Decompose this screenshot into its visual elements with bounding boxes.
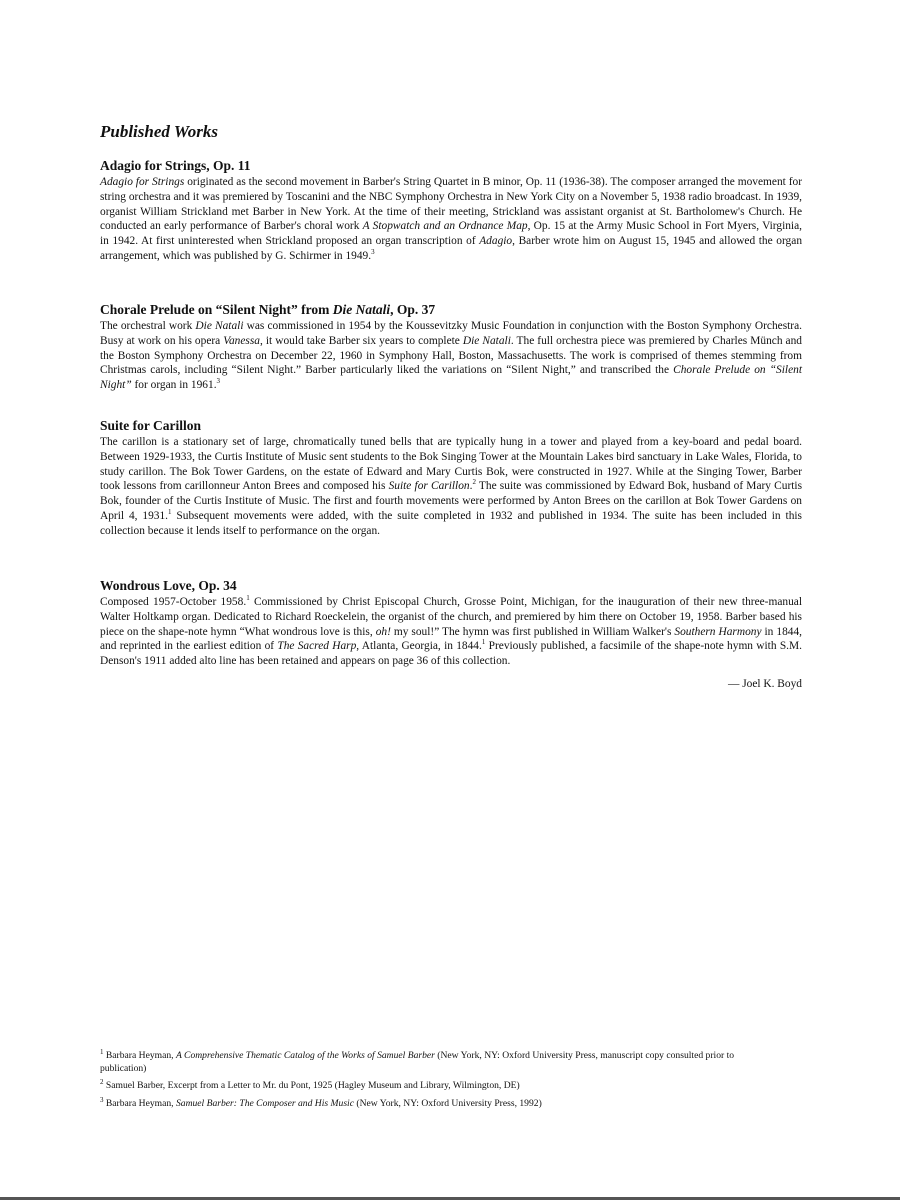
text-run: . The full orchestra piece was premiered by Charles Münch and the Boston Symphony Orchestra on December 22, 1960 in Symphony Hall, Boston, Massachusetts. The work is comprised of themes stemming from Christmas carols, including “Silent Night.” Barber particularly liked the variations on “Silent Night,” and transcribed the [100,334,802,377]
text-run: Barbara Heyman, [103,1097,176,1109]
text-run: in 1844, and reprinted in the earliest edition of [100,625,802,653]
footnote-marker: 3 [371,248,375,257]
text-run: , Atlanta, Georgia, in 1844. [356,640,482,653]
text-run: Composed 1957-October 1958. [100,596,247,608]
section-chorale-prelude [100,302,802,393]
section-title: Adagio for Strings, Op. 11 [100,158,251,173]
italic-text: Die Natali [462,334,511,347]
section-suite-for-carillon [100,418,802,539]
section-title: Suite for Carillon [100,418,201,433]
footnote-marker: 2 [472,478,476,487]
footnote-2 [100,1077,740,1093]
footnote-marker: 1 [100,1047,104,1056]
italic-text: A Comprehensive Thematic Catalog of the Works of Samuel Barber [175,1050,435,1061]
italic-text: Chorale Prelude on “Silent Night” [100,364,802,392]
italic-text: Vanessa [223,334,260,347]
text-run: The suite was commissioned by Edward Bok, husband of Mary Curtis Bok, founder of the Curtis Institute of Music. The first and fourth movements were performed by Anton Brees on the carillon at Bok Tower Gardens on April 4, 1931. [100,480,803,522]
section-wondrous-love [100,578,802,669]
footnote-marker: 1 [246,594,250,603]
italic-text: Die Natali [195,320,244,332]
footnotes [100,1047,740,1115]
section-title: Wondrous Love, Op. 34 [100,578,237,593]
text-run: (New York, NY: Oxford University Press, 1992) [353,1097,542,1109]
text-run: (New York, NY: Oxford University Press, manuscript copy consulted prior to publication) [100,1050,735,1074]
section-body [100,319,802,393]
footnote-marker: 3 [216,377,221,386]
text-run: The orchestral work [100,320,196,332]
text-run: Commissioned by Christ Episcopal Church, Grosse Point, Michigan, for the inauguration of their new three-manual Walter Holtkamp organ. Dedicated to Richard Roeckelein, the organist of the church, and premiered by him there on October 19, 1958. Barber based his piece on the shape-note hymn “What wondrous love is this, [100,596,802,638]
text-run: Barbara Heyman, [103,1050,176,1061]
italic-text: Southern Harmony [674,625,762,638]
italic-text: Samuel Barber: The Composer and His Music [175,1097,354,1109]
section-body [100,435,802,539]
text-run: , Barber wrote him on August 15, 1945 and allowed the organ arrangement, which was published by G. Schirmer in 1949. [100,235,803,262]
page-heading: Published Works [100,122,218,141]
text-run: , Op. 15 at the Army Music School in Fort Myers, Virginia, in 1942. At first uninterested when Strickland proposed an organ transcription of [100,220,802,248]
footnote-marker: 1 [168,508,172,517]
text-run: Samuel Barber, Excerpt from a Letter to Mr. du Pont, 1925 (Hagley Museum and Library, Wilmington, DE) [103,1080,520,1091]
italic-text: oh! [375,625,391,638]
text-run: my soul!” The hymn was first published in William Walker's [390,625,675,638]
text-run: for organ in 1961. [131,379,217,392]
text-run: was commissioned in 1954 by the Koussevitzky Music Foundation in conjunction with the Boston Symphony Orchestra. Busy at work on his opera [100,320,802,347]
footnote-marker: 1 [481,638,486,647]
text-run: , it would take Barber six years to complete [259,334,463,347]
italic-text: A Stopwatch and an Ordnance Map [362,220,528,233]
italic-text: Suite for Carillon [388,480,470,493]
section-body [100,175,802,264]
footnote-3 [100,1095,740,1111]
italic-text: The Sacred Harp [277,640,357,653]
text-run: Subsequent movements were added, with the suite completed in 1932 and published in 1934. The suite has been included in this collection because it lends itself to performance on the organ. [100,509,802,537]
text-run: Previously published, a facsimile of the shape-note hymn with S.M. Denson's 1911 added alto line has been retained and appears on page 36 of this collection. [100,640,802,668]
section-adagio [100,158,802,264]
text-run: . [469,480,473,493]
footnote-marker: 3 [100,1095,104,1104]
author-signature: — Joel K. Boyd [727,678,802,690]
text-run: The carillon is a stationary set of large, chromatically tuned bells that are typically hung in a tower and played from a key-board and pedal board. Between 1929-1933, the Curtis Institute of Music sent students to the Bok Singing Tower at the Mountain Lakes bird sanctuary in Lake Wales, Florida, to study carillon. The Bok Tower Gardens, on the estate of Edward and Mary Curtis Bok, were constructed in 1927. While at the Singing Tower, Barber took lessons from carillonneur Anton Brees and composed his [100,436,802,493]
text-run: originated as the second movement in Barber's String Quartet in B minor, Op. 11 (1936-38). The composer arranged the movement for string orchestra and it was premiered by Toscanini and the NBC Symphony Orchestra in New York City on a November 5, 1938 radio broadcast. In 1939, organist William Strickland met Barber in New York. At the time of their meeting, Strickland was assistant organist at St. Bartholomew's Church. He conducted an early performance of Barber's choral work [100,176,802,233]
italic-text: Adagio for Strings [100,176,185,188]
italic-text: Adagio [479,235,513,248]
section-body [100,595,802,669]
section-title: Chorale Prelude on “Silent Night” from Die Natali, Op. 37 [100,302,436,317]
footnote-marker: 2 [100,1077,104,1086]
footnote-1 [100,1047,740,1075]
